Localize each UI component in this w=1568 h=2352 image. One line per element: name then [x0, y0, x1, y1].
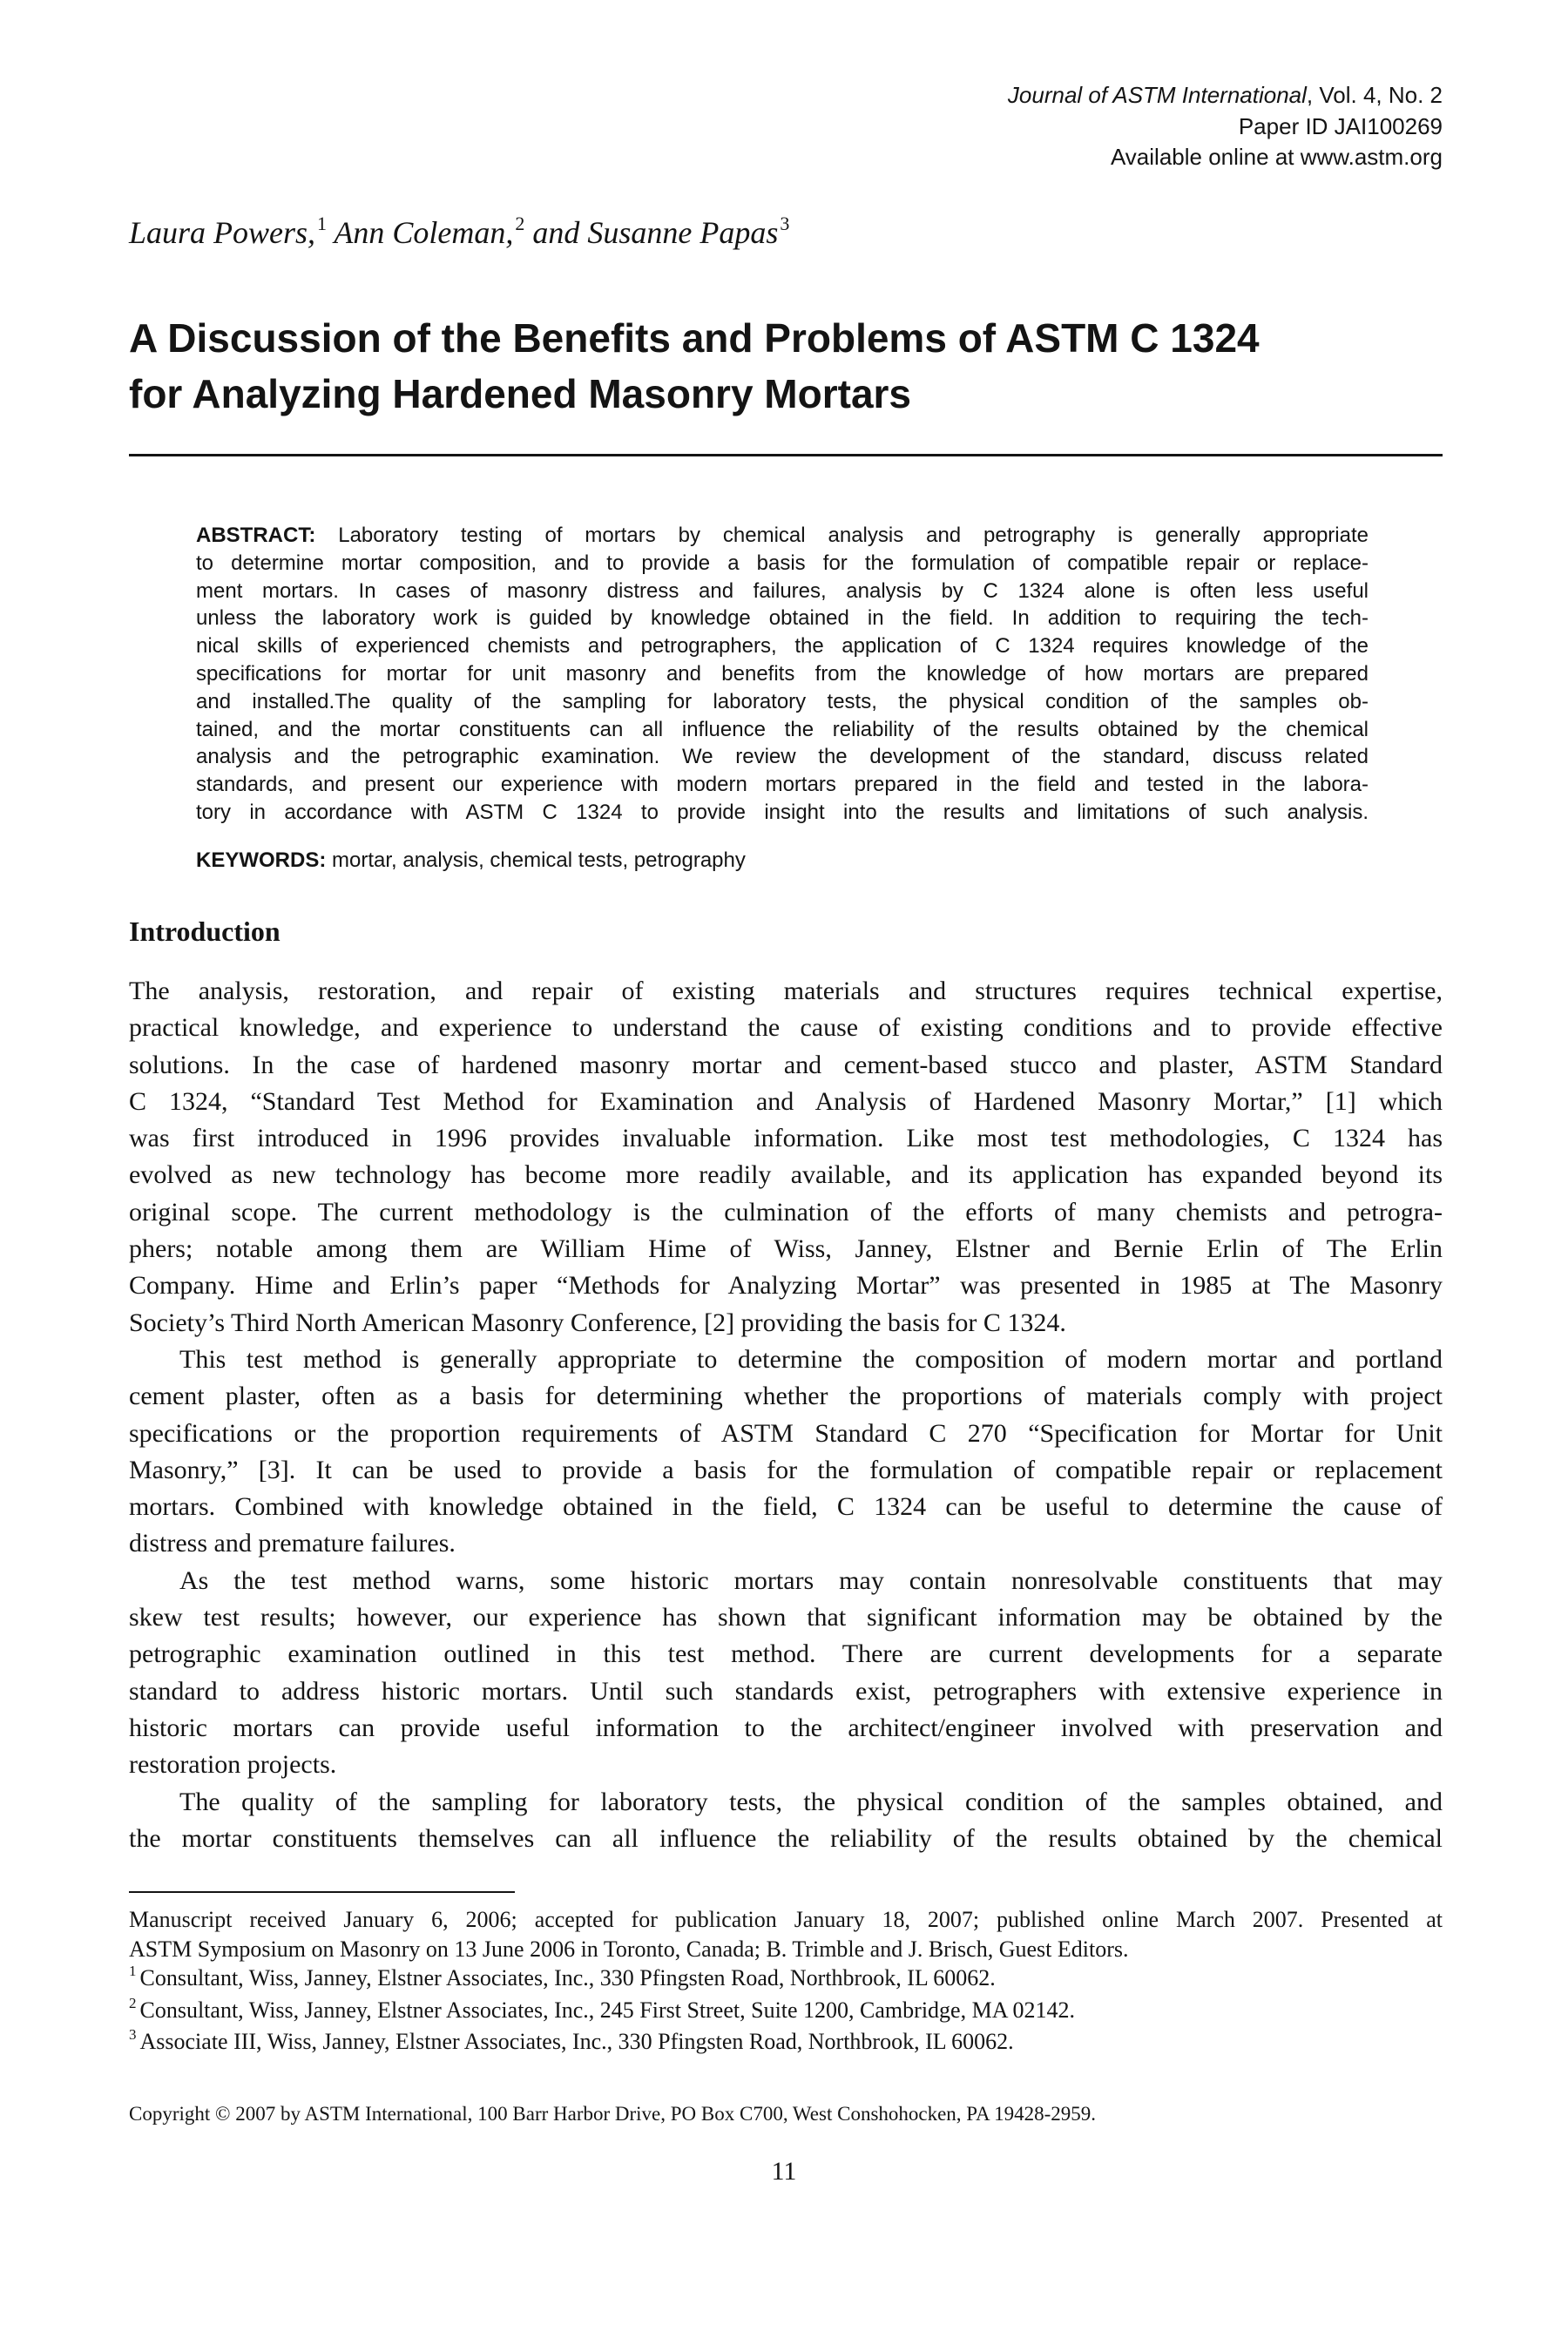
paragraph-line: As the test method warns, some historic mortars may contain nonresolvable constituents that may — [179, 1565, 1443, 1595]
journal-header — [1008, 80, 1443, 173]
paragraph-line: mortars. Combined with knowledge obtained in the field, C 1324 can be useful to determine the cause of — [129, 1492, 1443, 1522]
abstract — [196, 522, 1369, 827]
abstract-line — [196, 632, 1369, 660]
author-affiliation-mark: 2 — [515, 213, 525, 234]
abstract-text: unless the laboratory work is guided by knowledge obtained in the field. In addition to requiring the tech- — [196, 606, 1369, 631]
availability-note: Available online at www.astm.org — [1110, 144, 1443, 170]
keywords — [196, 847, 746, 875]
copyright-notice: Copyright © 2007 by ASTM International, 100 Barr Harbor Drive, PO Box C700, West Conshohocken, PA 19428-2959. — [129, 2103, 1096, 2125]
paragraph-line: Masonry,” [3]. It can be used to provide a basis for the formulation of compatible repair or replacement — [129, 1455, 1443, 1484]
page-number: 11 — [771, 2157, 797, 2186]
abstract-line — [196, 716, 1369, 744]
paragraph-line: practical knowledge, and experience to understand the cause of existing conditions and to provide effective — [129, 1013, 1443, 1043]
paragraph-line: cement plaster, often as a basis for determining whether the proportions of materials comply with project — [129, 1382, 1443, 1411]
footnote-mark: 3 — [129, 2026, 137, 2043]
abstract-text: standards, and present our experience with modern mortars prepared in the field and tested in the labora- — [196, 773, 1369, 797]
journal-volume: , Vol. 4, No. 2 — [1306, 82, 1443, 108]
keywords-label: KEYWORDS: — [196, 848, 327, 872]
abstract-text: Laboratory testing of mortars by chemical analysis and petrography is generally appropriate — [315, 524, 1369, 547]
paragraph-line: Company. Hime and Erlin’s paper “Methods for Analyzing Mortar” was presented in 1985 at The Masonry — [129, 1271, 1443, 1301]
footnote — [129, 1905, 1443, 1935]
footnote — [129, 2027, 1443, 2059]
abstract-line — [196, 660, 1369, 688]
author-list — [129, 215, 789, 254]
paper-id: Paper ID JAI100269 — [1238, 112, 1443, 139]
footnote — [129, 1963, 1443, 1996]
abstract-line — [196, 771, 1369, 799]
abstract-text: to determine mortar composition, and to provide a basis for the formulation of compatible repair or replace- — [196, 551, 1369, 575]
paragraph-line: The analysis, restoration, and repair of existing materials and structures requires technical expertise, — [129, 977, 1443, 1005]
footnote-text: Consultant, Wiss, Janney, Elstner Associates, Inc., 330 Pfingsten Road, Northbrook, IL 60062. — [139, 1965, 996, 1990]
paragraph-line: This test method is generally appropriate to determine the composition of modern mortar and portland — [179, 1344, 1443, 1374]
abstract-line — [196, 522, 1369, 550]
paragraph-line: original scope. The current methodology is the culmination of the efforts of many chemists and petrogra- — [129, 1197, 1443, 1227]
paragraph-line: historic mortars can provide useful information to the architect/engineer involved with preservation and — [129, 1713, 1443, 1742]
author-affiliation-mark: 1 — [317, 213, 328, 234]
title-divider — [129, 454, 1443, 456]
paragraph-line: the mortar constituents themselves can all influence the reliability of the results obtained by the chemical — [129, 1823, 1443, 1853]
author-name: and Susanne Papas — [532, 215, 779, 250]
paragraph-line: petrographic examination outlined in this test method. There are current developments for a separate — [129, 1639, 1443, 1669]
abstract-text: tory in accordance with ASTM C 1324 to provide insight into the results and limitations of such analysis. — [196, 800, 1369, 824]
footnote-text: ASTM Symposium on Masonry on 13 June 2006 in Toronto, Canada; B. Trimble and J. Brisch, Guest Editors. — [129, 1936, 1129, 1962]
abstract-line — [196, 550, 1369, 578]
abstract-text: specifications for mortar for unit masonry and benefits from the knowledge of how mortars are prepared — [196, 661, 1369, 686]
paragraph-line: standard to address historic mortars. Until such standards exist, petrographers with extensive experience in — [129, 1676, 1443, 1706]
footnote-mark: 1 — [129, 1963, 137, 1979]
abstract-line — [196, 799, 1369, 827]
author-affiliation-mark: 3 — [780, 213, 790, 234]
journal-name: Journal of ASTM International — [1007, 82, 1307, 108]
journal-citation — [1008, 80, 1443, 112]
introduction-body — [129, 973, 1443, 1857]
abstract-text: nical skills of experienced chemists and petrographers, the application of C 1324 requires knowledge of the — [196, 634, 1369, 659]
footnotes — [129, 1905, 1443, 2059]
paragraph-line: restoration projects. — [129, 1750, 337, 1780]
footnote-text: Consultant, Wiss, Janney, Elstner Associates, Inc., 245 First Street, Suite 1200, Cambridge, MA 02142. — [139, 1997, 1076, 2023]
keywords-text: mortar, analysis, chemical tests, petrography — [326, 848, 746, 872]
footnote-mark: 2 — [129, 1994, 137, 2011]
abstract-label: ABSTRACT: — [196, 524, 316, 547]
paragraph-line: skew test results; however, our experience has shown that significant information may be obtained by the — [129, 1603, 1443, 1632]
paragraph-line: distress and premature failures. — [129, 1529, 456, 1558]
paragraph-line: phers; notable among them are William Hime of Wiss, Janney, Elstner and Bernie Erlin of The Erlin — [129, 1234, 1443, 1264]
footnote-text: Manuscript received January 6, 2006; accepted for publication January 18, 2007; published online March 2007. Presented at — [129, 1907, 1443, 1932]
section-heading-introduction: Introduction — [129, 916, 280, 947]
footnote-divider — [129, 1891, 515, 1893]
paragraph-line: evolved as new technology has become more readily available, and its application has expanded beyond its — [129, 1160, 1443, 1190]
paragraph-line: specifications or the proportion requirements of ASTM Standard C 270 “Specification for Mortar for Unit — [129, 1418, 1443, 1448]
abstract-line — [196, 743, 1369, 771]
author-name: Ann Coleman, — [334, 215, 514, 250]
footnote — [129, 1935, 1443, 1964]
author-name: Laura Powers, — [129, 215, 316, 250]
paragraph-line: was first introduced in 1996 provides invaluable information. Like most test methodologies, C 1324 has — [129, 1124, 1443, 1153]
paragraph-line: solutions. In the case of hardened masonry mortar and cement-based stucco and plaster, ASTM Standard — [129, 1050, 1443, 1079]
footnote — [129, 1996, 1443, 2028]
paragraph-line: The quality of the sampling for laboratory tests, the physical condition of the samples obtained, and — [179, 1787, 1443, 1816]
abstract-text: analysis and the petrographic examination. We review the development of the standard, discuss related — [196, 745, 1369, 769]
abstract-text: ment mortars. In cases of masonry distress and failures, analysis by C 1324 alone is often less useful — [196, 578, 1369, 603]
abstract-line — [196, 688, 1369, 716]
abstract-line — [196, 578, 1369, 605]
abstract-line — [196, 605, 1369, 632]
abstract-text: and installed.The quality of the sampling for laboratory tests, the physical condition of the samples ob- — [196, 689, 1369, 713]
abstract-text: tained, and the mortar constituents can all influence the reliability of the results obtained by the chemical — [196, 717, 1369, 741]
title-line: for Analyzing Hardened Masonry Mortars — [129, 371, 912, 416]
title-line: A Discussion of the Benefits and Problems of ASTM C 1324 — [129, 315, 1260, 361]
paragraph-line: C 1324, “Standard Test Method for Examination and Analysis of Hardened Masonry Mortar,” [1] which — [129, 1086, 1443, 1116]
paragraph-line: Society’s Third North American Masonry Conference, [2] providing the basis for C 1324. — [129, 1308, 1066, 1337]
footnote-text: Associate III, Wiss, Janney, Elstner Associates, Inc., 330 Pfingsten Road, Northbrook, IL 60062. — [139, 2029, 1014, 2054]
paper-title — [129, 310, 1260, 422]
